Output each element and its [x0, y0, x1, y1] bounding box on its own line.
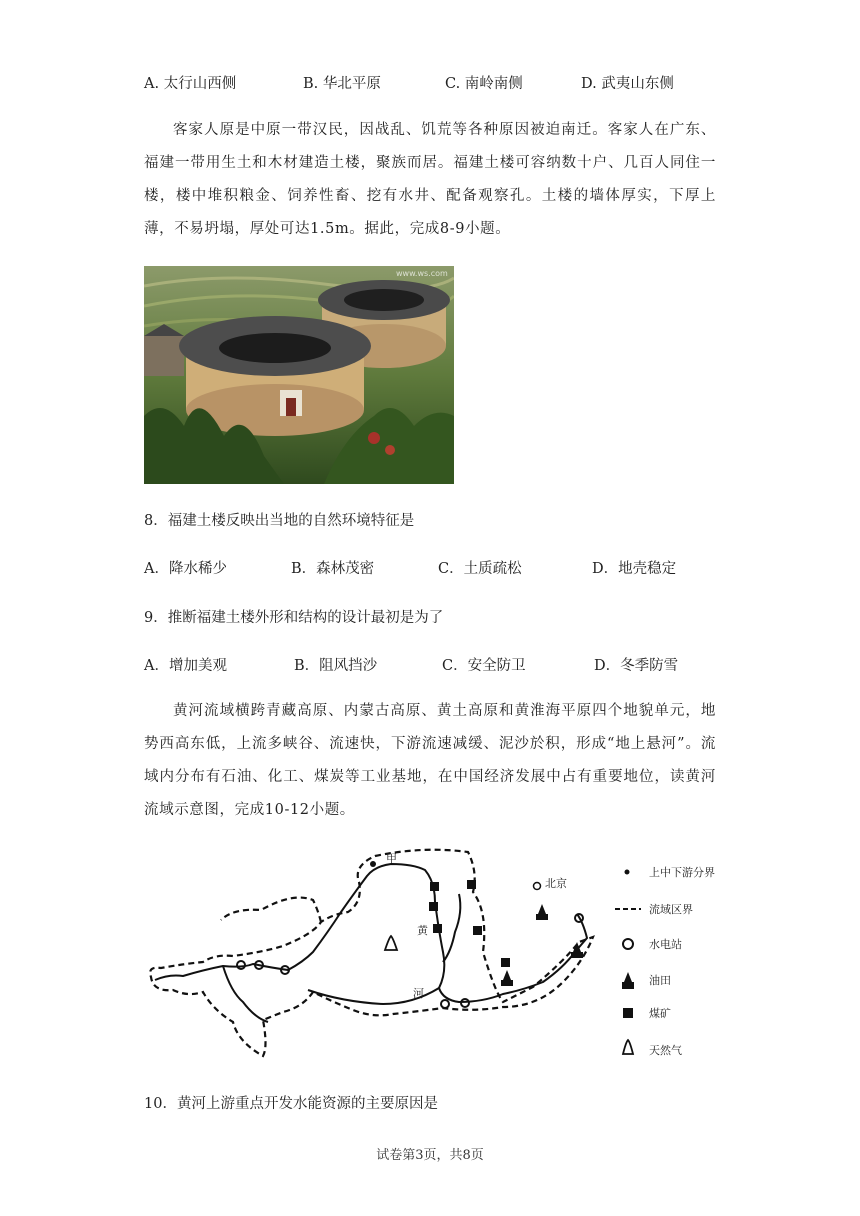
label-beijing: 北京 [545, 877, 567, 890]
legend-label-coal: 煤矿 [649, 1007, 671, 1020]
tulou-photo-image [144, 266, 454, 484]
coal-mine-icon [433, 924, 442, 933]
q8-stem: 8．福建土楼反映出当地的自然环境特征是 [144, 513, 415, 529]
q9-option-a: A．增加美观 [144, 658, 227, 674]
coal-mine-icon [467, 880, 476, 889]
yellow-river-line [155, 864, 587, 1002]
q7-option-b: B. 华北平原 [303, 76, 381, 92]
legend-label-hydropower: 水电站 [649, 938, 682, 951]
q9-option-b: B．阻风挡沙 [294, 658, 378, 674]
q9-stem: 9．推断福建土楼外形和结构的设计最初是为了 [144, 610, 444, 626]
boundary-point [370, 861, 376, 867]
tulou-photo [144, 266, 454, 484]
hydropower-icon [441, 1000, 449, 1008]
q8-option-d: D．地壳稳定 [592, 561, 677, 577]
label-he: 河 [413, 987, 424, 1000]
legend-label-basin: 流域区界 [649, 903, 693, 916]
page-footer: 试卷第3页，共8页 [376, 1148, 484, 1163]
hydropower-icon [461, 999, 469, 1007]
q8-option-b: B．森林茂密 [291, 561, 375, 577]
legend-coal-mine-icon [623, 1008, 633, 1018]
natural-gas-icon [385, 936, 397, 950]
q7-option-d: D. 武夷山东侧 [581, 76, 674, 92]
legend-label-boundary: 上中下游分界 [649, 866, 715, 879]
passage-yellow-river: 黄河流域横跨青藏高原、内蒙古高原、黄土高原和黄淮海平原四个地貌单元，地势西高东低，上流多峡谷、流速快，下游流速减缓、泥沙於积，形成“地上悬河”。流域内分布有石油、化工、煤炭等工业基地，在中国经济发展中占有重要地位，读黄河流域示意图，完成10-12小题。 [144, 703, 716, 818]
oil-field-icon [536, 904, 548, 920]
coal-mine-icon [430, 882, 439, 891]
basin-boundary [150, 850, 593, 1056]
passage-hakka: 客家人原是中原一带汉民，因战乱、饥荒等各种原因被迫南迁。客家人在广东、福建一带用生土和木材建造土楼，聚族而居。福建土楼可容纳数十户、几百人同住一楼，楼中堆积粮金、饲养性畜、挖有水井、配备观察孔。土楼的墙体厚实，下厚上薄，不易坍塌，厚处可达1.5m。据此，完成8-9小题。 [144, 122, 716, 237]
legend-label-gas: 天然气 [649, 1044, 682, 1057]
beijing-marker [534, 883, 541, 890]
legend-label-oil: 油田 [649, 974, 671, 987]
q8-option-a: A．降水稀少 [144, 561, 227, 577]
q8-option-c: C．土质疏松 [438, 561, 522, 577]
q9-option-d: D．冬季防雪 [594, 658, 679, 674]
legend-oil-field-icon [622, 972, 634, 989]
hydropower-icon [237, 961, 245, 969]
coal-mine-icon [429, 902, 438, 911]
q7-option-c: C. 南岭南侧 [445, 76, 523, 92]
map-legend [615, 865, 715, 1057]
label-jia: 甲 [386, 852, 397, 865]
legend-boundary-symbol [625, 870, 630, 875]
photo-watermark: www.ws.com [396, 269, 448, 278]
label-huang: 黄 [417, 924, 428, 937]
legend-hydropower-icon [623, 939, 633, 949]
yellow-river-map [143, 842, 733, 1064]
coal-mine-icon [473, 926, 482, 935]
q9-option-c: C．安全防卫 [442, 658, 526, 674]
yellow-river-map-svg [143, 842, 733, 1064]
q7-option-a: A. 太行山西侧 [144, 76, 237, 92]
legend-natural-gas-icon [623, 1040, 633, 1054]
q10-stem: 10．黄河上游重点开发水能资源的主要原因是 [144, 1096, 438, 1112]
oil-field-icon [501, 970, 513, 986]
coal-mine-icon [501, 958, 510, 967]
